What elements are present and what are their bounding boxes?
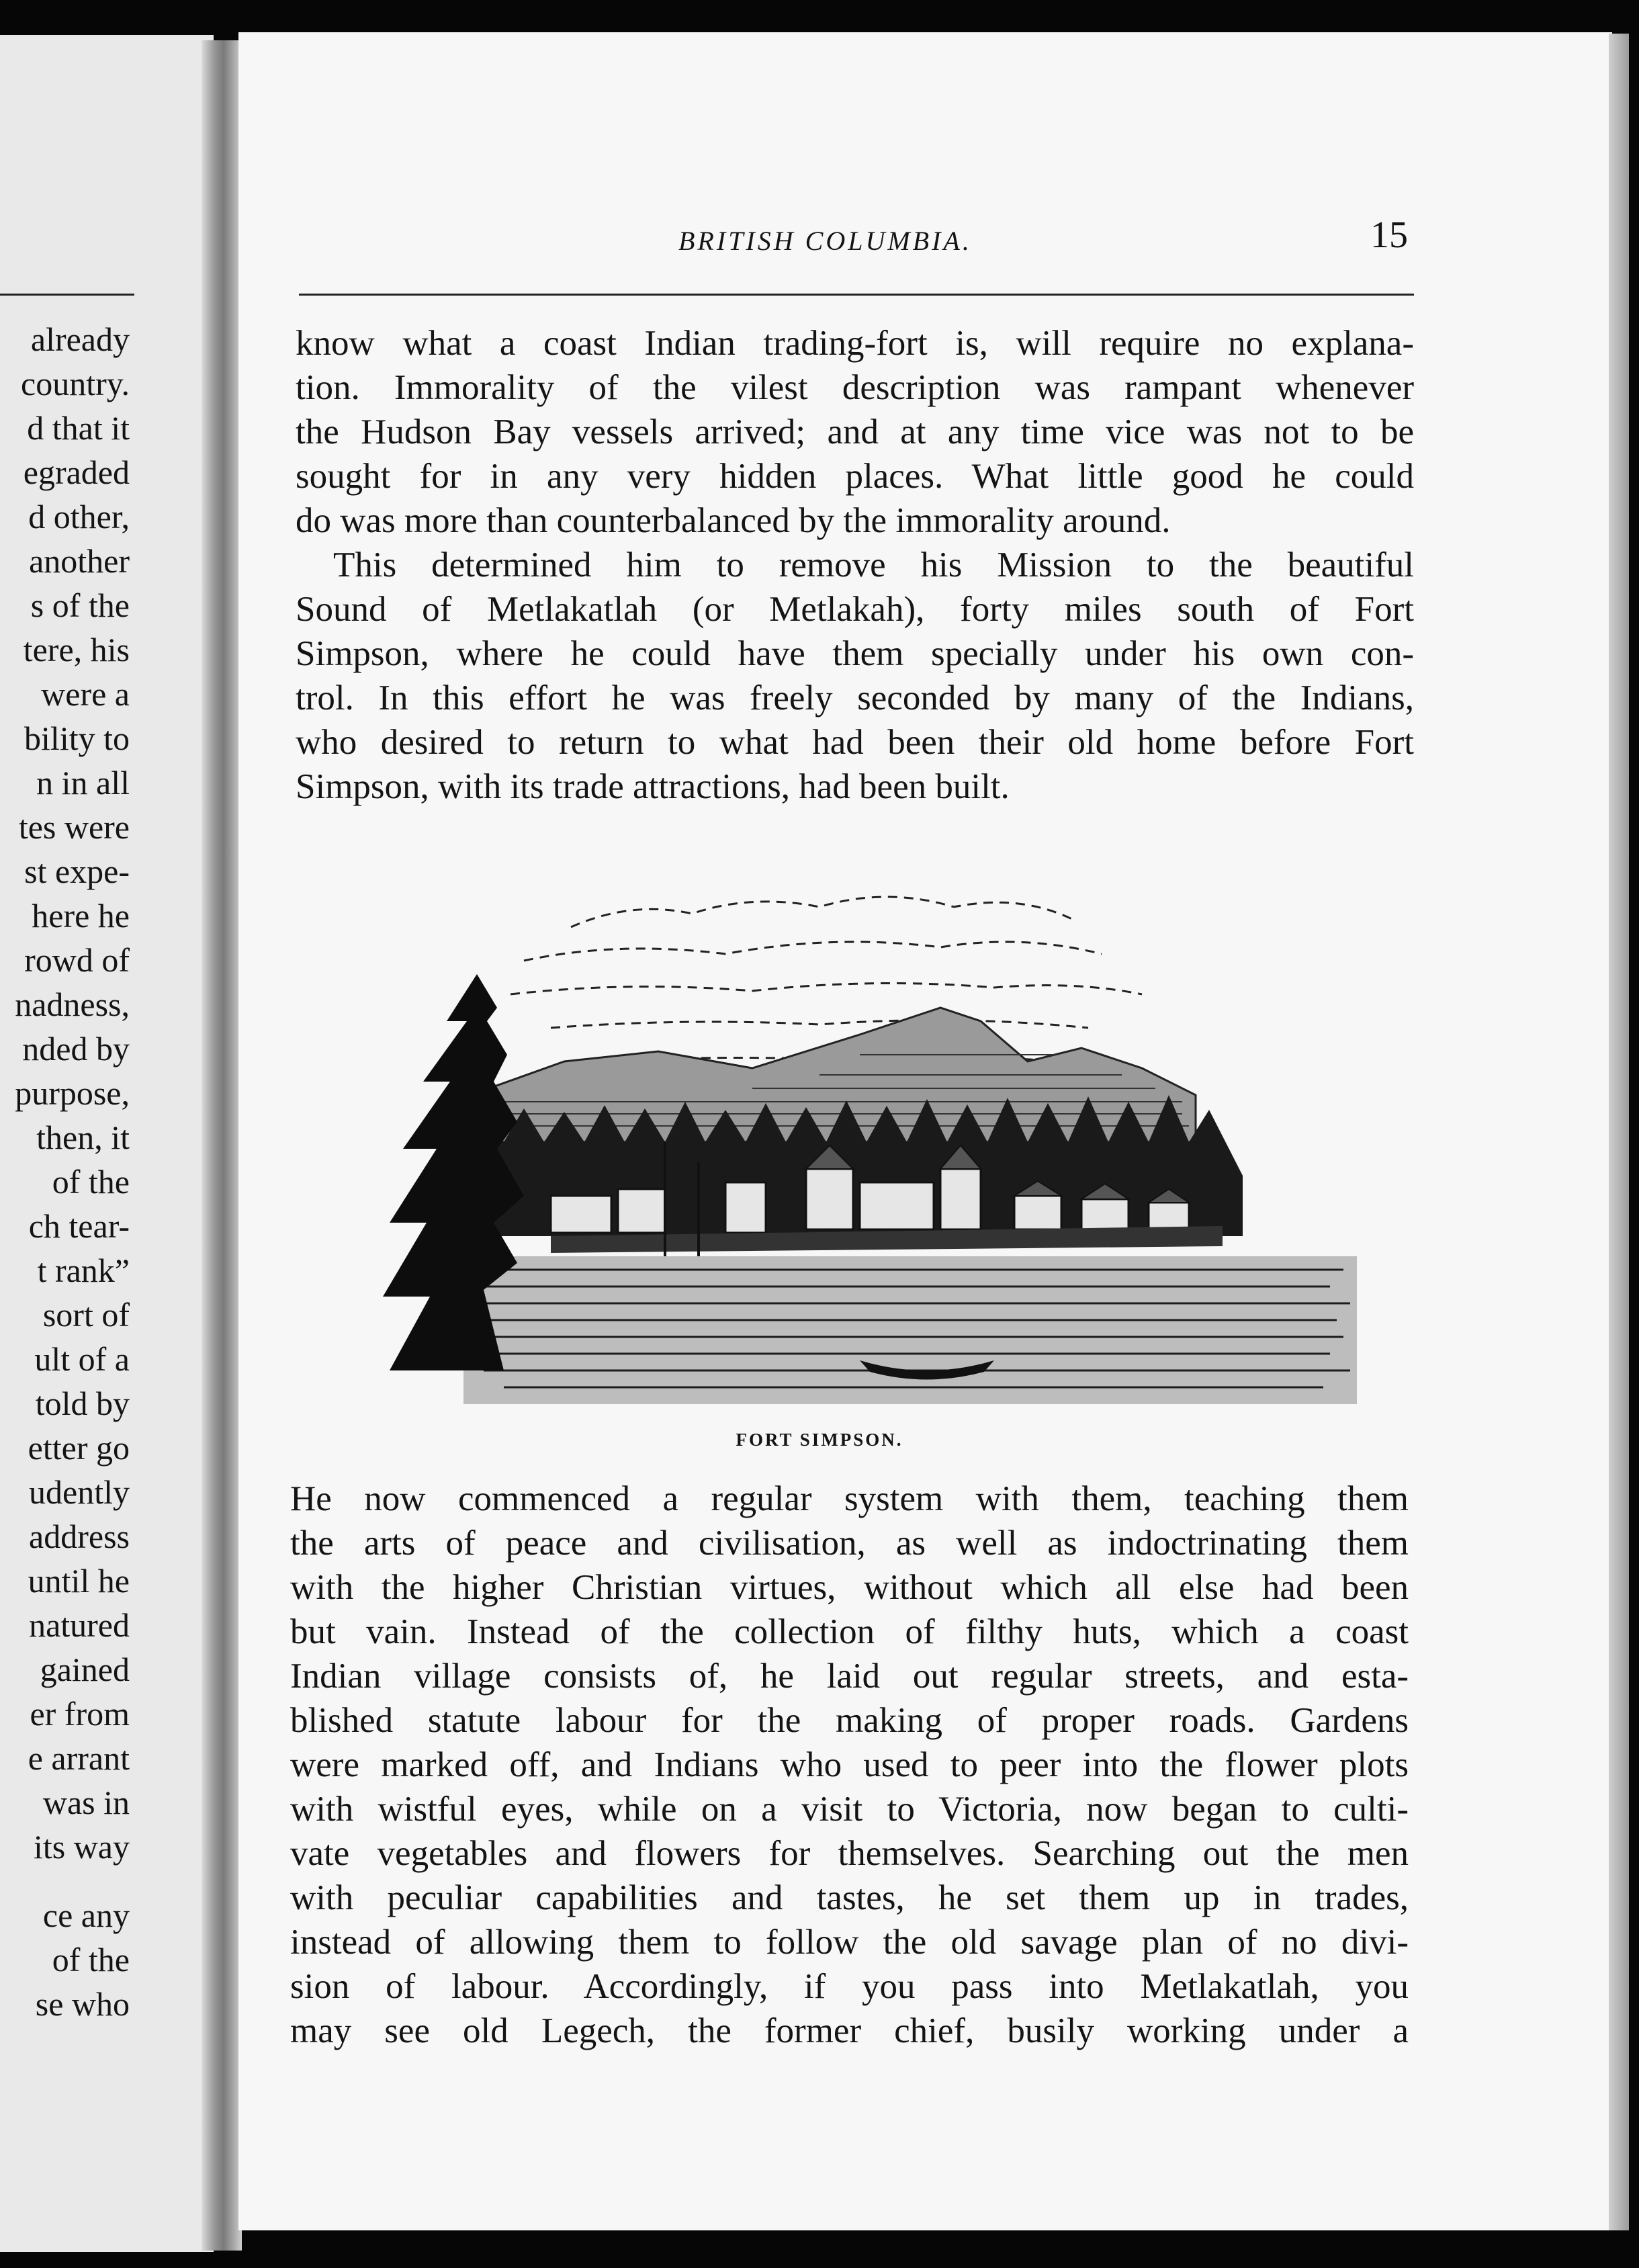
text-line: He now commenced a regular system with them, teaching them (290, 1479, 1409, 1518)
text-line: sought for in any very hidden places. What little good he could (296, 457, 1414, 496)
previous-page-gap (15, 1869, 130, 1893)
text-line: the Hudson Bay vessels arrived; and at any time vice was not to be (296, 412, 1414, 451)
previous-page-line: here he (32, 897, 130, 934)
previous-page-line: nadness, (15, 986, 130, 1023)
previous-page-line: t rank” (37, 1252, 130, 1289)
previous-page-line: already (30, 320, 130, 358)
previous-page-line: of the (52, 1941, 130, 1978)
previous-page-line: of the (52, 1163, 130, 1201)
previous-page-line: until he (28, 1562, 130, 1600)
text-line: Indian village consists of, he laid out regular streets, and esta- (290, 1657, 1409, 1696)
text-line: do was more than counterbalanced by the immorality around. (296, 501, 1171, 540)
text-line: blished statute labour for the making of proper roads. Gardens (290, 1701, 1409, 1740)
running-head: BRITISH COLUMBIA. (678, 226, 972, 256)
water (463, 1256, 1357, 1404)
previous-page-line: tes were (18, 808, 130, 846)
previous-page-line: gained (40, 1651, 130, 1688)
text-line: with peculiar capabilities and tastes, he set them up in trades, (290, 1878, 1409, 1917)
text-line: with wistful eyes, while on a visit to Victoria, now began to culti- (290, 1790, 1409, 1829)
previous-page-line: se who (35, 1985, 130, 2023)
text-line: who desired to return to what had been their old home before Fort (296, 723, 1414, 762)
text-line: the arts of peace and civilisation, as well as indoctrinating them (290, 1524, 1409, 1563)
previous-page-line: etter go (28, 1429, 130, 1467)
text-line: with the higher Christian virtues, without which all else had been (290, 1568, 1409, 1607)
previous-page-line: tere, his (23, 631, 130, 668)
book-gutter (202, 40, 242, 2251)
previous-page-line: d that it (27, 409, 130, 447)
text-line: Sound of Metlakatlah (or Metlakah), forty miles south of Fort (296, 590, 1414, 629)
previous-page-line: ce any (42, 1896, 130, 1934)
text-line: tion. Immorality of the vilest description was rampant whenever (296, 368, 1414, 407)
previous-page-text (15, 317, 130, 2026)
header-rule (299, 294, 1414, 296)
previous-page-line: rowd of (24, 941, 130, 979)
text-line: Simpson, where he could have them specially under his own con- (296, 634, 1414, 673)
previous-page-line: er from (30, 1695, 130, 1733)
previous-page-line: another (29, 542, 130, 580)
previous-page-line: country. (21, 365, 130, 402)
previous-page-line: bility to (24, 719, 130, 757)
previous-page-line: purpose, (15, 1074, 130, 1112)
clouds (511, 897, 1142, 1061)
previous-page-line: n in all (36, 764, 130, 801)
previous-page-line: were a (41, 675, 130, 713)
previous-page-line: ult of a (34, 1340, 130, 1378)
previous-page-line: natured (29, 1606, 130, 1644)
text-line: know what a coast Indian trading-fort is, will require no explana- (296, 324, 1414, 363)
previous-page-line: nded by (22, 1030, 130, 1067)
previous-page-line: ch tear- (28, 1207, 130, 1245)
previous-page-line: udently (29, 1473, 130, 1511)
text-line: vate vegetables and flowers for themselves. Searching out the men (290, 1834, 1409, 1873)
text-line: trol. In this effort he was freely seconded by many of the Indians, (296, 679, 1414, 717)
fort-simpson-engraving (349, 860, 1357, 1411)
previous-page (0, 35, 214, 2252)
paragraph-3 (290, 1477, 1409, 2053)
previous-page-line: sort of (42, 1296, 130, 1334)
text-line: instead of allowing them to follow the old savage plan of no divi- (290, 1923, 1409, 1962)
previous-page-line: was in (42, 1784, 130, 1821)
page-number: 15 (1370, 214, 1408, 256)
previous-page-line: its way (33, 1828, 130, 1866)
previous-page-line: e arrant (28, 1739, 130, 1777)
previous-page-line: s of the (30, 586, 130, 624)
paragraph-2 (296, 543, 1414, 809)
text-line: may see old Legech, the former chief, busily working under a (290, 2011, 1409, 2050)
text-line: This determined him to remove his Mission to the beautiful (333, 546, 1414, 584)
figure-caption: FORT SIMPSON. (736, 1430, 903, 1450)
previous-page-line: then, it (36, 1119, 130, 1156)
paragraph-1 (296, 321, 1414, 543)
previous-page-line: egraded (23, 453, 130, 491)
text-line: were marked off, and Indians who used to peer into the flower plots (290, 1745, 1409, 1784)
previous-page-line: address (29, 1518, 130, 1555)
previous-page-line: d other, (28, 498, 130, 535)
text-line: but vain. Instead of the collection of filthy huts, which a coast (290, 1612, 1409, 1651)
page-edge (1609, 34, 1629, 2230)
previous-page-rule (0, 294, 134, 296)
previous-page-line: told by (35, 1385, 130, 1422)
text-line: Simpson, with its trade attractions, had been built. (296, 767, 1010, 806)
previous-page-line: st expe- (24, 853, 130, 890)
text-line: sion of labour. Accordingly, if you pass into Metlakatlah, you (290, 1967, 1409, 2006)
